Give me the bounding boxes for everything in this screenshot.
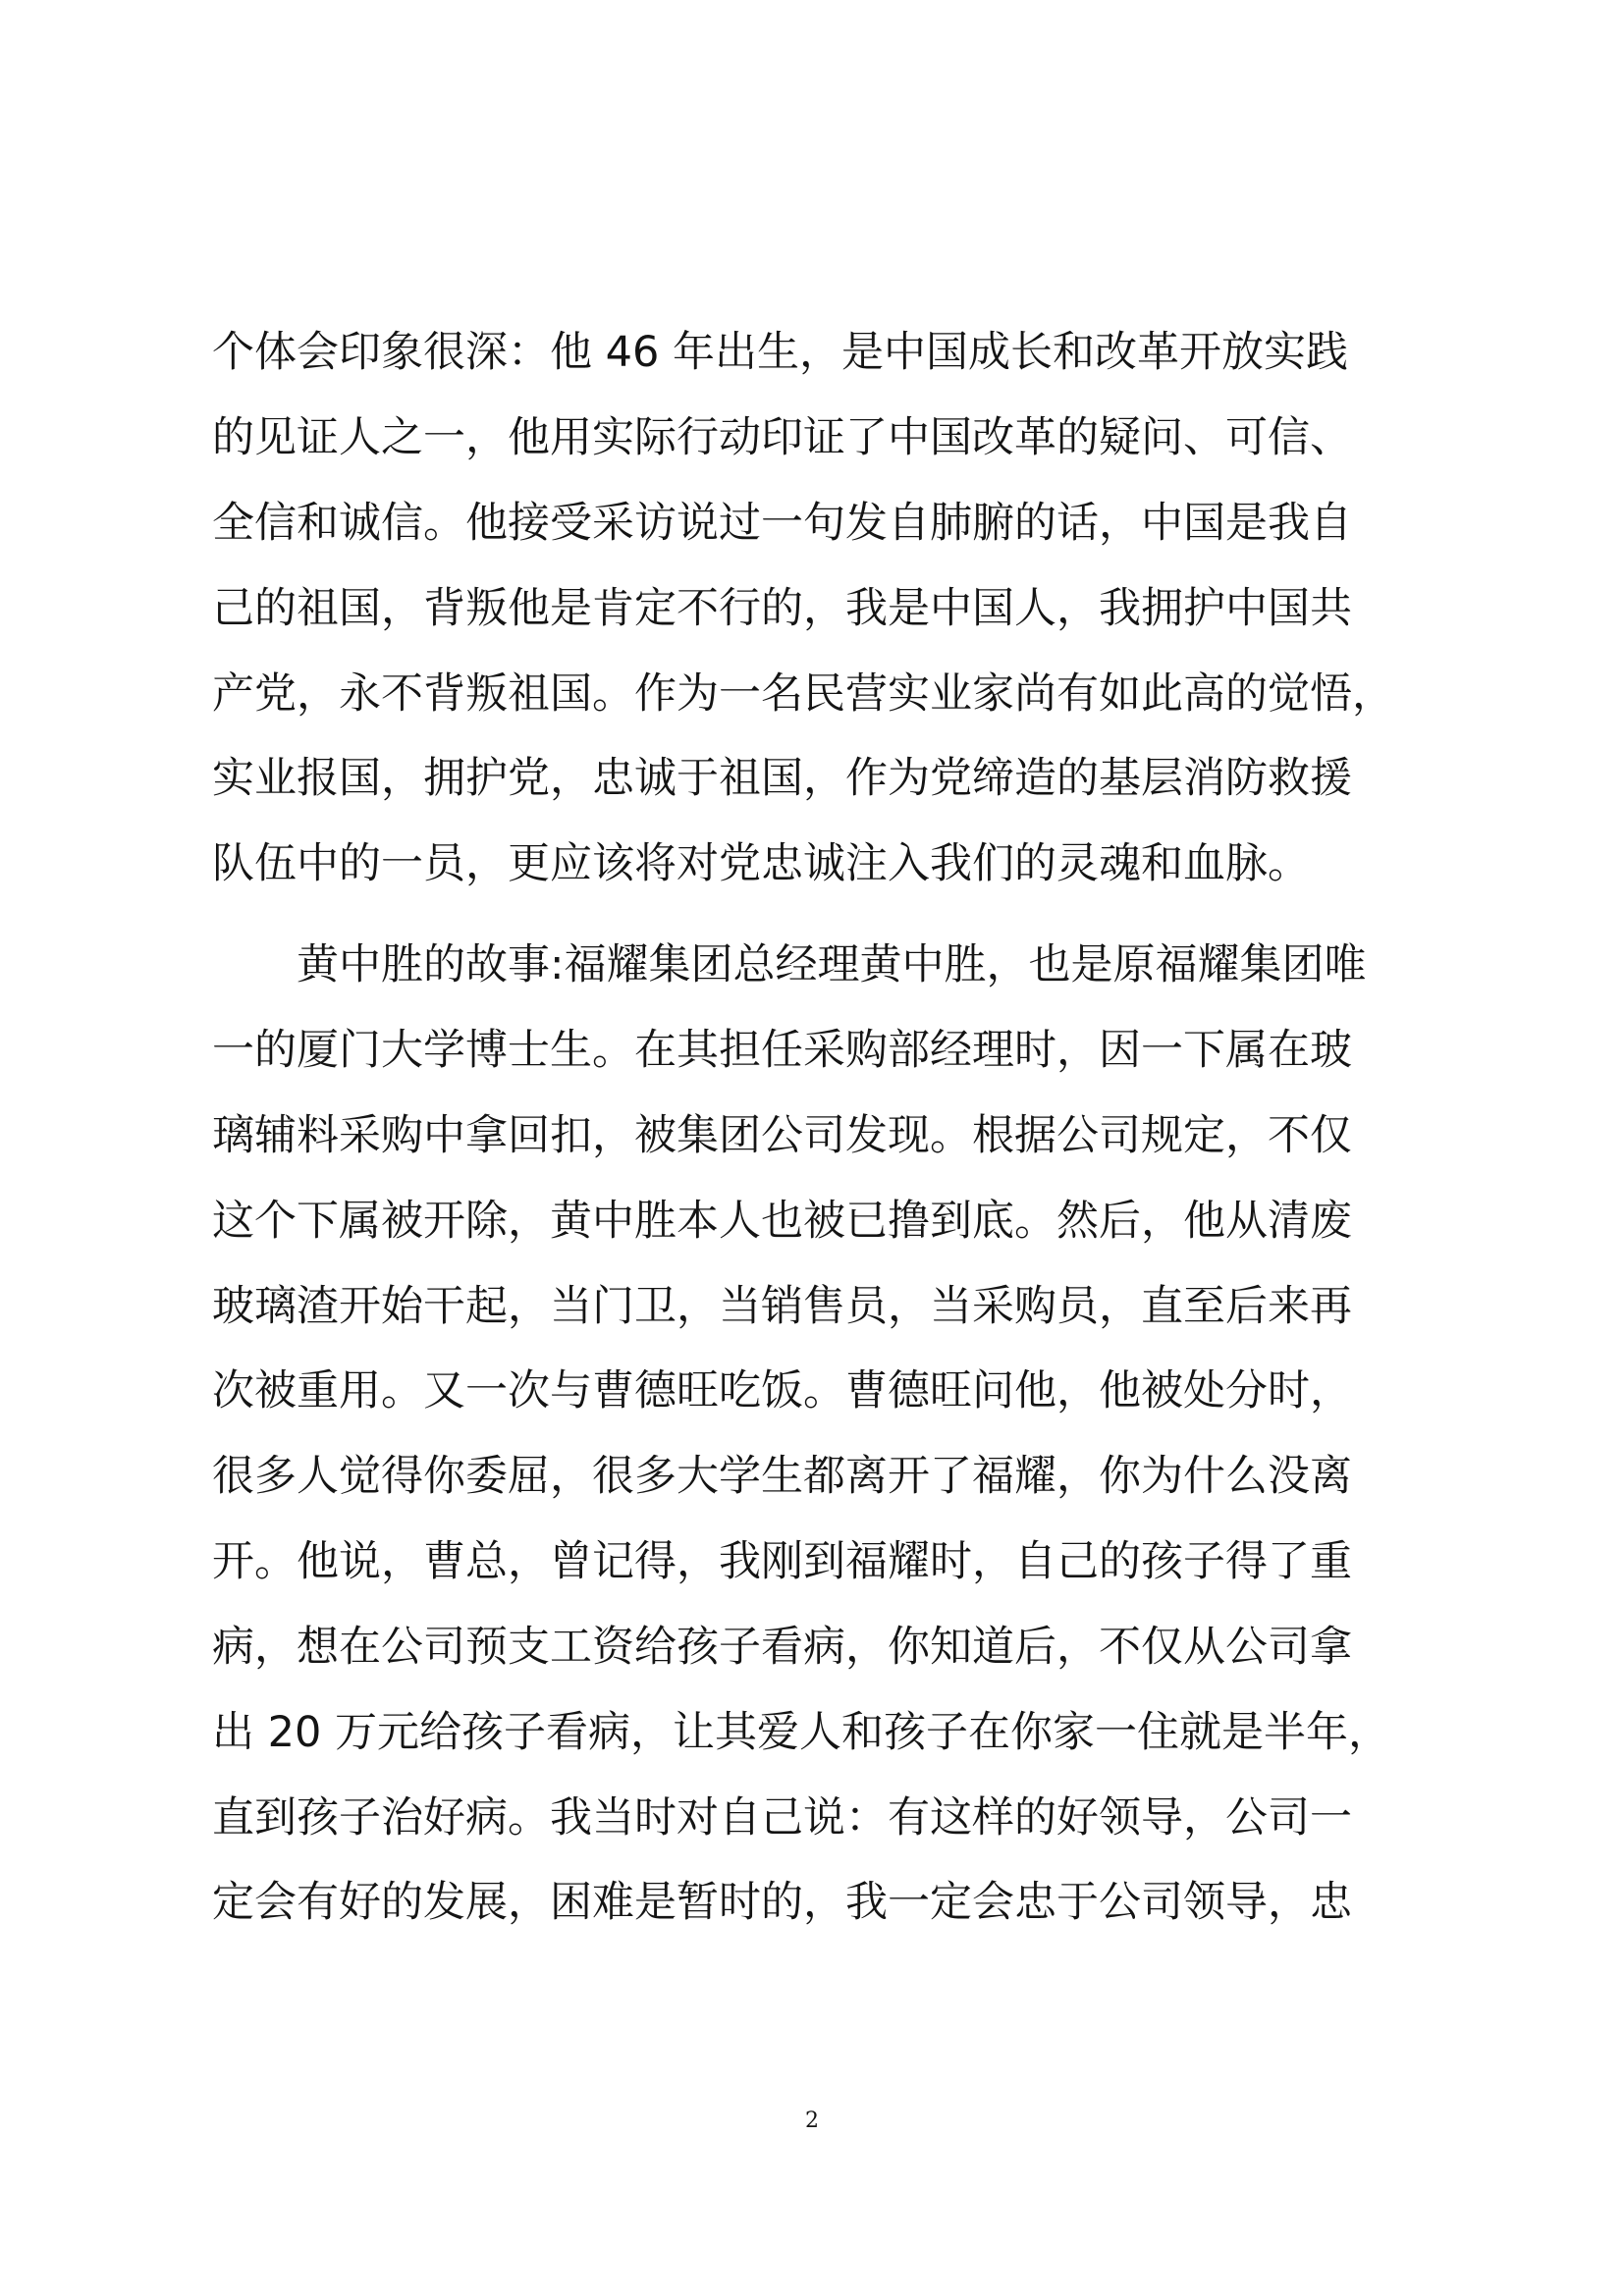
text-line: 个体会印象很深：他 46 年出生，是中国成长和改革开放实践 (212, 328, 1349, 377)
text-line: 产党，永不背叛祖国。作为一名民营实业家尚有如此高的觉悟， (212, 669, 1394, 719)
page-number: 2 (805, 2109, 819, 2133)
text-line: 全信和诚信。他接受采访说过一句发自肺腑的话，中国是我自 (212, 499, 1352, 548)
text-line: 队伍中的一员，更应该将对党忠诚注入我们的灵魂和血脉。 (212, 839, 1310, 888)
text-line: 定会有好的发展，困难是暂时的，我一定会忠于公司领导，忠 (212, 1878, 1352, 1927)
text-line: 玻璃渣开始干起，当门卫，当销售员，当采购员，直至后来再 (212, 1282, 1352, 1331)
text-line: 病，想在公司预支工资给孩子看病，你知道后，不仅从公司拿 (212, 1623, 1352, 1672)
text-line: 开。他说，曹总，曾记得，我刚到福耀时，自己的孩子得了重 (212, 1537, 1352, 1586)
text-line: 直到孩子治好病。我当时对自己说：有这样的好领导，公司一 (212, 1793, 1352, 1842)
text-line: 次被重用。又一次与曹德旺吃饭。曹德旺问他，他被处分时， (212, 1366, 1352, 1415)
text-line: 己的祖国，背叛他是肯定不行的，我是中国人，我拥护中国共 (212, 584, 1352, 633)
text-line: 很多人觉得你委屈，很多大学生都离开了福耀，你为什么没离 (212, 1452, 1352, 1501)
text-line: 一的厦门大学博士生。在其担任采购部经理时，因一下属在玻 (212, 1026, 1352, 1075)
text-line: 这个下属被开除，黄中胜本人也被已撸到底。然后，他从清废 (212, 1197, 1352, 1246)
text-line: 璃辅料采购中拿回扣，被集团公司发现。根据公司规定，不仅 (212, 1111, 1352, 1160)
text-line: 实业报国，拥护党，忠诚于祖国，作为党缔造的基层消防救援 (212, 754, 1352, 803)
text-line: 出 20 万元给孩子看病，让其爱人和孩子在你家一住就是半年， (212, 1708, 1391, 1757)
text-line: 的见证人之一，他用实际行动印证了中国改革的疑问、可信、 (212, 413, 1352, 462)
paragraph-first-line: 黄中胜的故事:福耀集团总经理黄中胜，也是原福耀集团唯 (297, 940, 1367, 989)
